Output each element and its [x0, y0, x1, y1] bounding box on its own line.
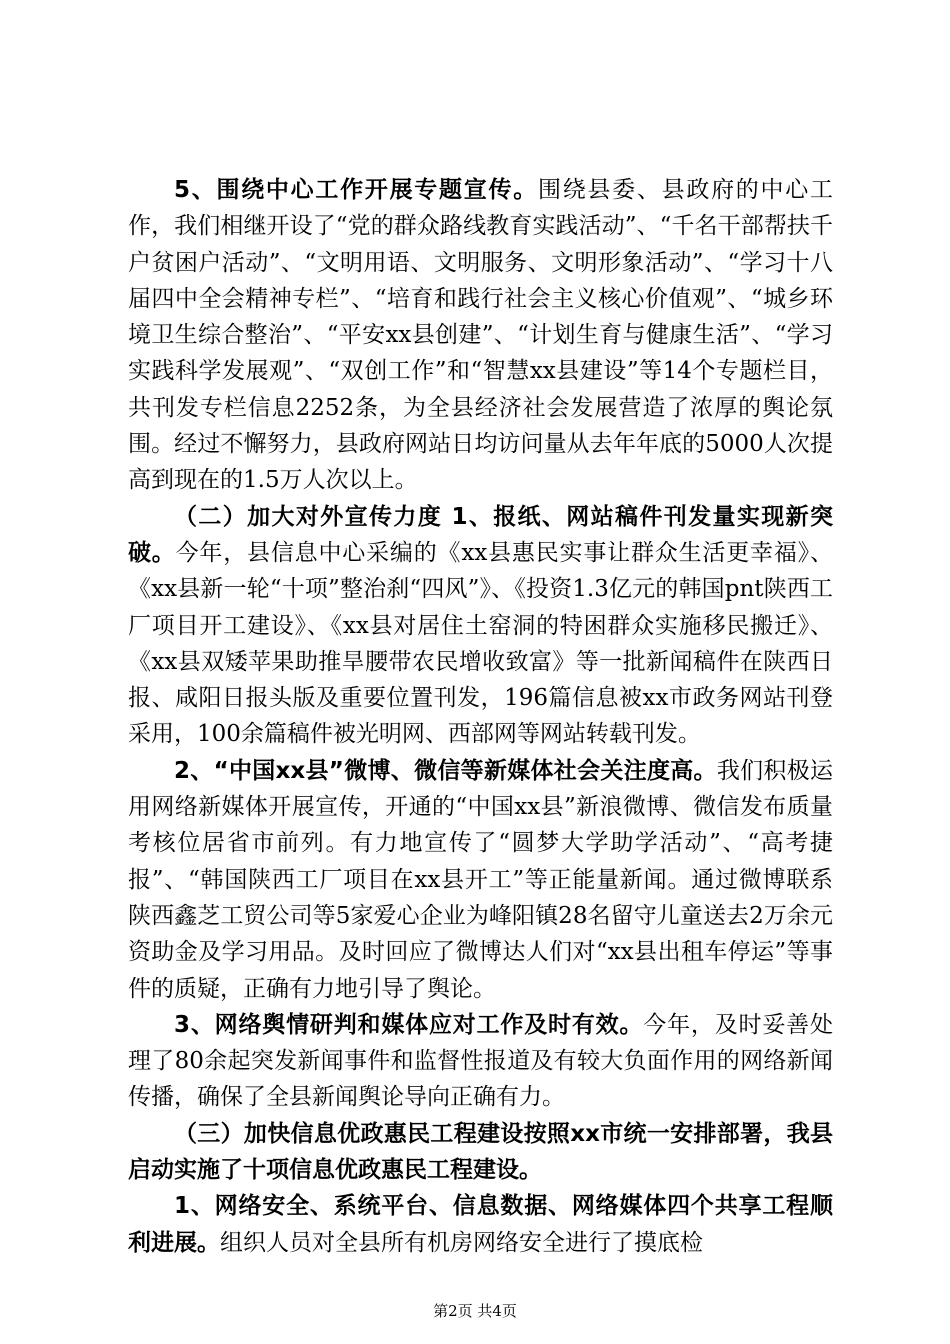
paragraph-text: 我们积极运用网络新媒体开展宣传，开通的“中国xx县”新浪微博、微信发布质量考核位居省市前列。有力地宣传了“圆梦大学助学活动”、“高考捷报”、“韩国陕西工厂项目在xx县开工”等正能量新闻。通过微博联系陕西鑫芝工贸公司等5家爱心企业为峰阳镇28名留守儿童送去2万余元资助金及学习用品。及时回应了微博达人们对“xx县出租车停运”等事件的质疑，正确有力地引导了舆论。 — [128, 757, 833, 1002]
paragraph-public-opinion — [128, 1007, 833, 1116]
paragraph-heading: 2、“中国xx县”微博、微信等新媒体社会关注度高。 — [174, 757, 717, 784]
paragraph-topic-publicity — [128, 172, 833, 499]
paragraph-external-publicity — [128, 499, 833, 753]
paragraph-heading: 1、网络安全、系统平台、信息数据、网络媒体四个共享工程顺利进展。 — [128, 1193, 833, 1256]
paragraph-new-media — [128, 753, 833, 1007]
page-number-footer: 第2页 共4页 — [433, 1302, 517, 1320]
paragraph-section-three — [128, 1116, 833, 1189]
paragraph-text: 今年，县信息中心采编的《xx县惠民实事让群众生活更幸福》、《xx县新一轮“十项”整治刹“四风”》、《投资1.3亿元的韩国pnt陕西工厂项目开工建设》、《xx县对居住土窑洞的特困群众实施移民搬迁》、《xx县双矮苹果助推旱腰带农民增收致富》等一批新闻稿件在陕西日报、咸阳日报头版及重要位置刊发，196篇信息被xx市政务网站刊登采用，100余篇稿件被光明网、西部网等网站转载刊发。 — [128, 539, 833, 748]
paragraph-heading: （三）加快信息优政惠民工程建设按照xx市统一安排部署，我县启动实施了十项信息优政惠民工程建设。 — [128, 1120, 833, 1184]
paragraph-heading: 5、围绕中心工作开展专题宣传。 — [174, 177, 538, 203]
paragraph-shared-projects — [128, 1188, 833, 1261]
paragraph-text: 组织人员对全县所有机房网络安全进行了摸底检 — [220, 1229, 703, 1256]
paragraph-text: 围绕县委、县政府的中心工作，我们相继开设了“党的群众路线教育实践活动”、“千名干部帮扶千户贫困户活动”、“文明用语、文明服务、文明形象活动”、“学习十八届四中全会精神专栏”、“培育和践行社会主义核心价值观”、“城乡环境卫生综合整治”、“平安xx县创建”、“计划生育与健康生活”、“学习实践科学发展观”、“双创工作”和“智慧xx县建设”等14个专题栏目，共刊发专栏信息2252条，为全县经济社会发展营造了浓厚的舆论氛围。经过不懈努力，县政府网站日均访问量从去年年底的5000人次提高到现在的1.5万人次以上。 — [128, 177, 834, 494]
paragraph-heading: 3、网络舆情研判和媒体应对工作及时有效。 — [174, 1011, 644, 1038]
paragraph-heading: （二）加大对外宣传力度 1、报纸、网站稿件刊发量实现新突破。 — [128, 503, 833, 566]
document-body — [128, 172, 833, 1261]
paragraph-text: 今年，及时妥善处理了80余起突发新闻事件和监督性报道及有较大负面作用的网络新闻传播，确保了全县新闻舆论导向正确有力。 — [128, 1011, 833, 1111]
